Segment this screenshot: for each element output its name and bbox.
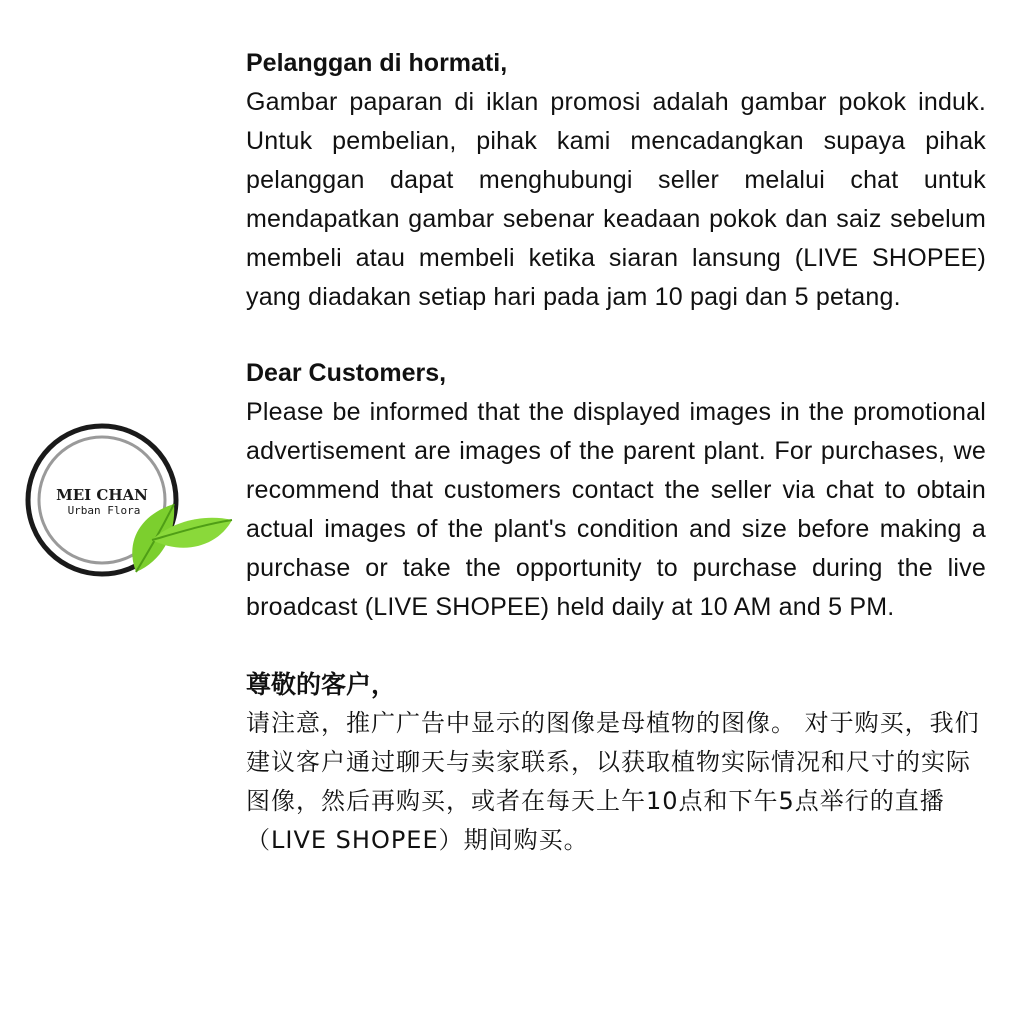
logo-text-line2: Urban Flora: [67, 504, 141, 517]
body-malay: Gambar paparan di iklan promosi adalah gambar pokok induk. Untuk pembelian, pihak kami mencadangkan supaya pihak pelanggan dapat menghubungi seller melalui chat untuk mendapatkan gambar sebenar keadaan pokok dan saiz sebelum membeli atau membeli ketika siaran lansung (LIVE SHOPEE) yang diadakan setiap hari pada jam 10 pagi dan 5 petang.: [246, 88, 986, 311]
heading-malay: Pelanggan di hormati,: [246, 49, 508, 77]
logo-text-line1: MEI CHAN: [56, 486, 148, 504]
section-gap: [246, 627, 986, 665]
logo-graphic: [24, 422, 236, 582]
body-english: Please be informed that the displayed images in the promotional advertisement are images of the parent plant. For purchases, we recommend that customers contact the seller via chat to obtain actual images of the plant's condition and size before making a purchase or take the opportunity to purchase during the live broadcast (LIVE SHOPEE) held daily at 10 AM and 5 PM.: [246, 398, 986, 621]
leaf-icon: [132, 504, 232, 572]
section-chinese: [246, 665, 986, 860]
section-english: [246, 354, 986, 626]
heading-chinese: 尊敬的客户，: [246, 669, 397, 699]
notice-content: [246, 44, 986, 860]
section-malay: [246, 44, 986, 316]
brand-logo: [24, 422, 236, 582]
section-gap: [246, 316, 986, 354]
body-chinese: 请注意，推广广告中显示的图像是母植物的图像。 对于购买，我们建议客户通过聊天与卖家联系，以获取植物实际情况和尺寸的实际图像，然后再购买，或者在每天上午10点和下午5点举行的直播（LIVE SHOPEE）期间购买。: [246, 708, 980, 854]
heading-english: Dear Customers,: [246, 359, 447, 388]
